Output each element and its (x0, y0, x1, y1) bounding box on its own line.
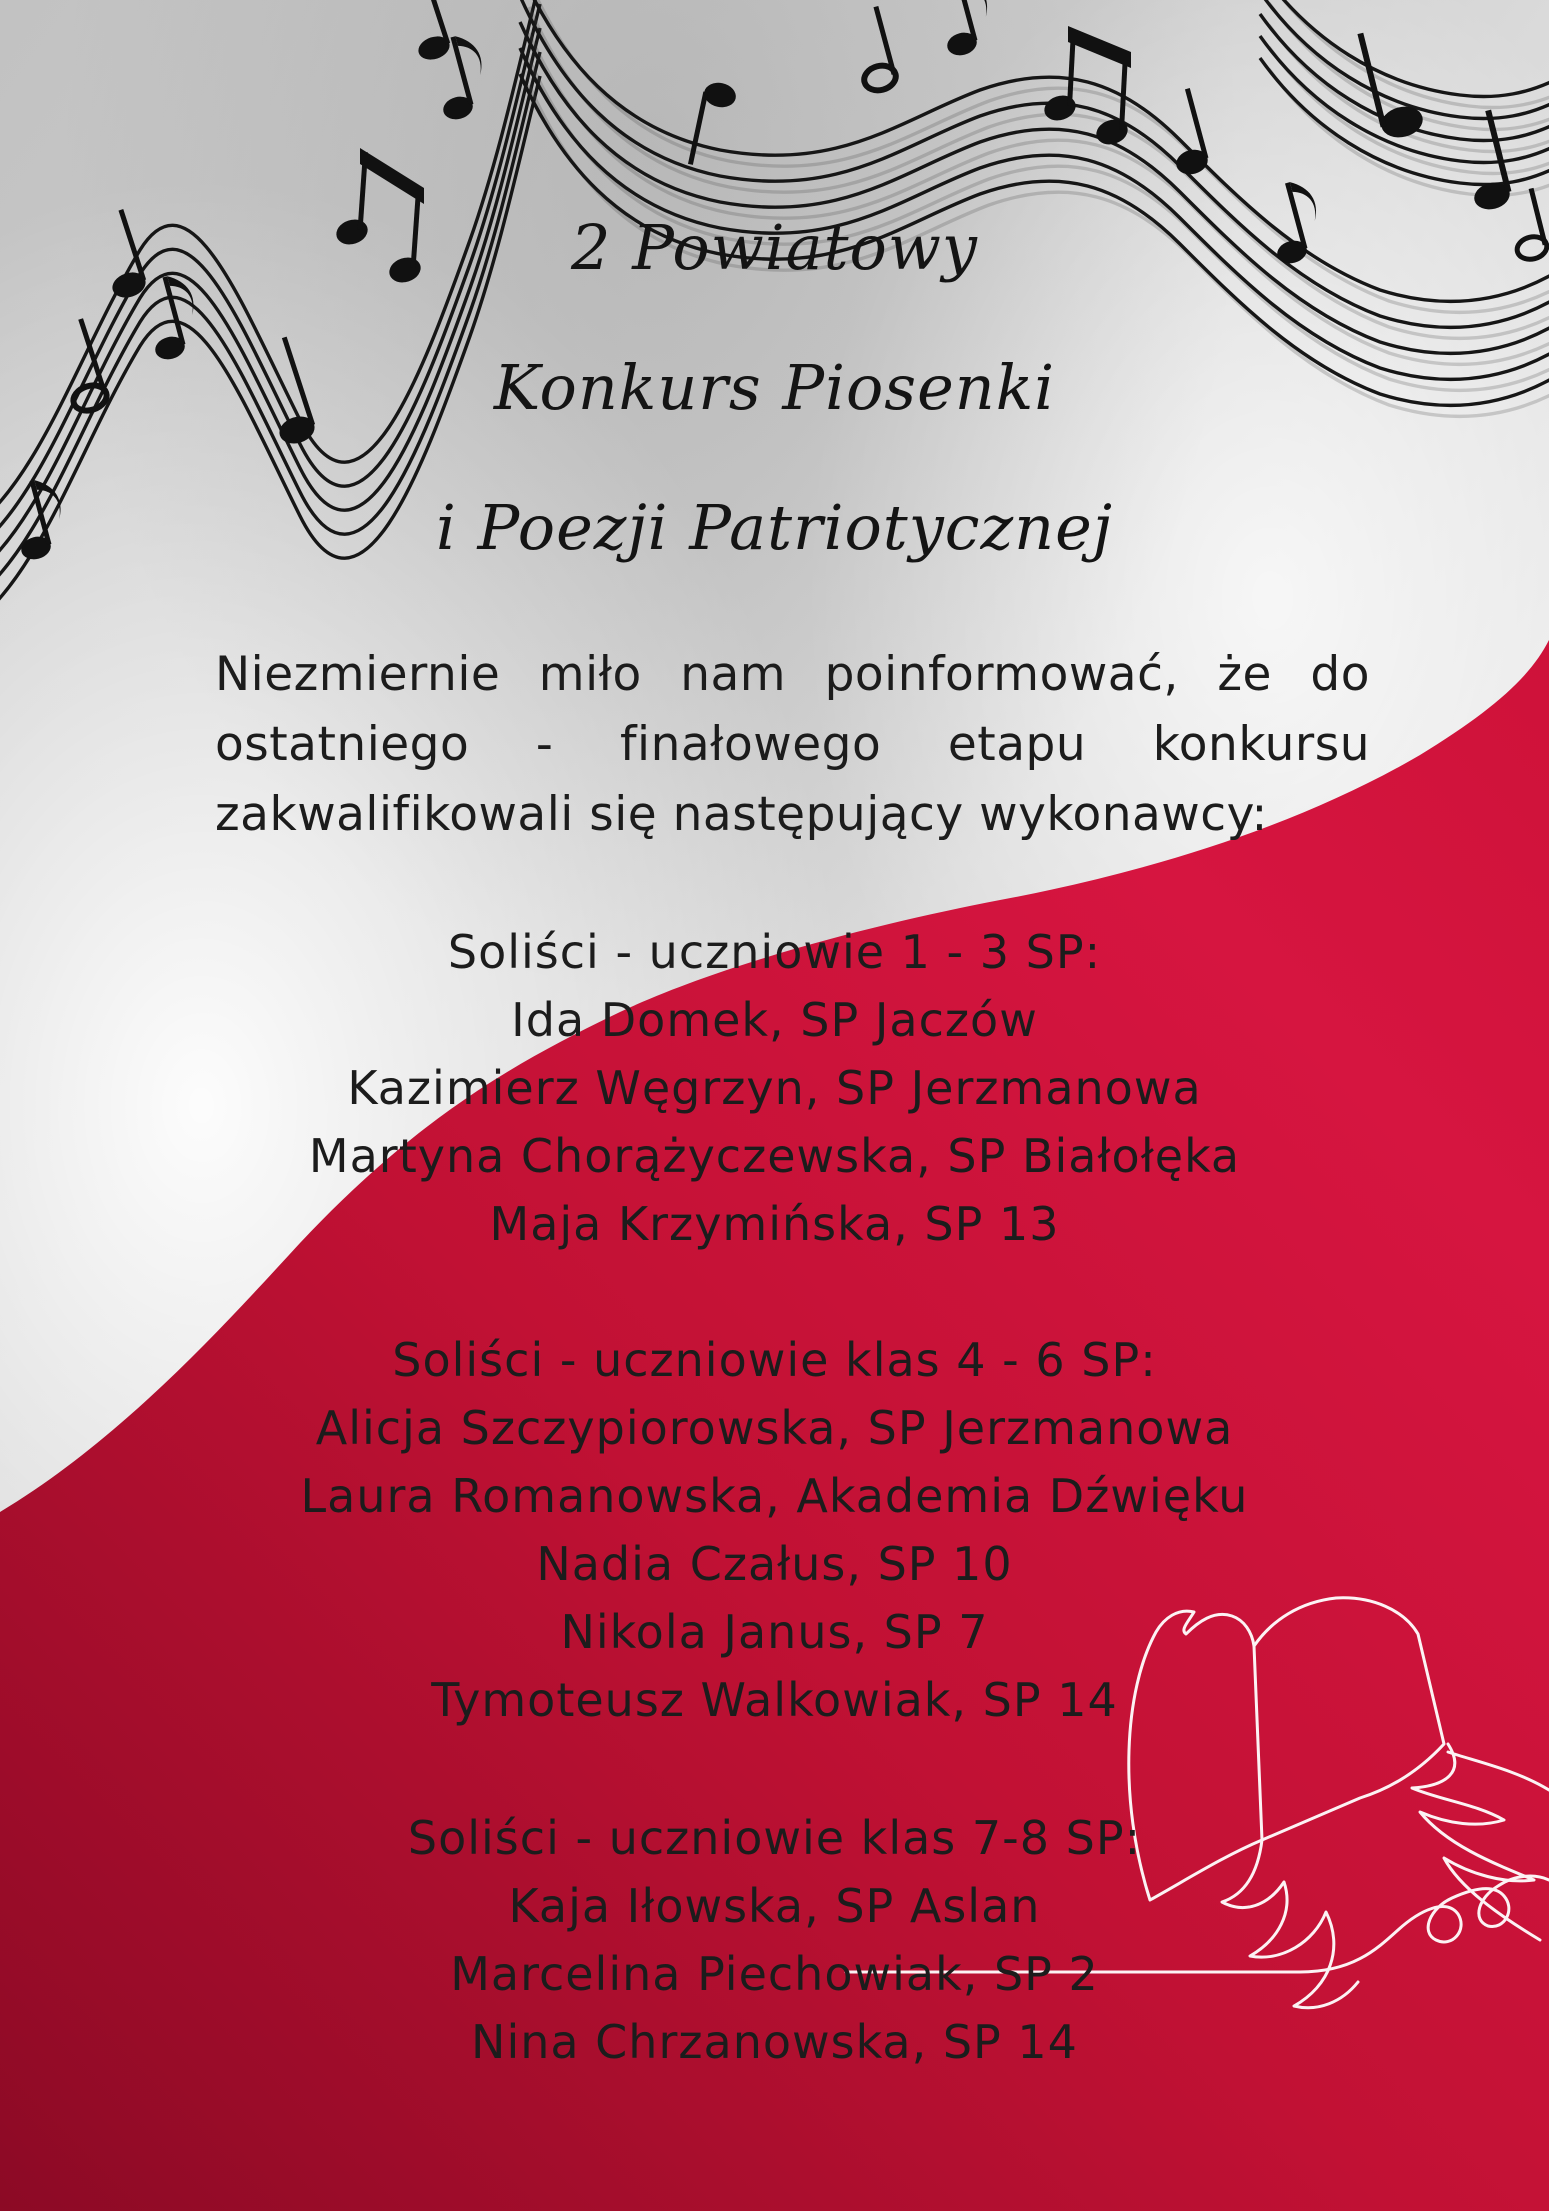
finalist-entry: Alicja Szczypiorowska, SP Jerzmanowa (315, 1401, 1234, 1455)
intro-line-3: zakwalifikowali się następujący wykonawcy: (215, 787, 1268, 842)
poster-title-line-1: 2 Powiatowy (571, 211, 978, 284)
finalist-entry: Maja Krzymińska, SP 13 (489, 1197, 1060, 1251)
finalist-entry: Tymoteusz Walkowiak, SP 14 (431, 1673, 1118, 1727)
intro-line-1: Niezmiernie miło nam poinformować, że do (215, 647, 1370, 702)
finalist-entry: Martyna Chorążyczewska, SP Białołęka (308, 1129, 1241, 1183)
poster-title-line-3: i Poezji Patriotycznej (436, 491, 1113, 564)
finalist-entry: Nina Chrzanowska, SP 14 (471, 2015, 1078, 2069)
finalist-entry: Nadia Czałus, SP 10 (536, 1537, 1013, 1591)
section-2-heading: Soliści - uczniowie klas 4 - 6 SP: (392, 1333, 1157, 1387)
section-1-heading: Soliści - uczniowie 1 - 3 SP: (447, 925, 1102, 979)
poster-title-line-2: Konkurs Piosenki (493, 351, 1056, 424)
finalist-entry: Marcelina Piechowiak, SP 2 (450, 1947, 1099, 2001)
intro-paragraph (215, 640, 1370, 850)
finalist-entry: Ida Domek, SP Jaczów (511, 993, 1038, 1047)
intro-line-2: ostatniego - finałowego etapu konkursu (215, 717, 1370, 772)
section-3-heading: Soliści - uczniowie klas 7-8 SP: (407, 1811, 1142, 1865)
finalist-entry: Kazimierz Węgrzyn, SP Jerzmanowa (347, 1061, 1202, 1115)
finalist-entry: Laura Romanowska, Akademia Dźwięku (300, 1469, 1249, 1523)
finalist-entry: Nikola Janus, SP 7 (560, 1605, 989, 1659)
finalist-entry: Kaja Iłowska, SP Aslan (508, 1879, 1041, 1933)
